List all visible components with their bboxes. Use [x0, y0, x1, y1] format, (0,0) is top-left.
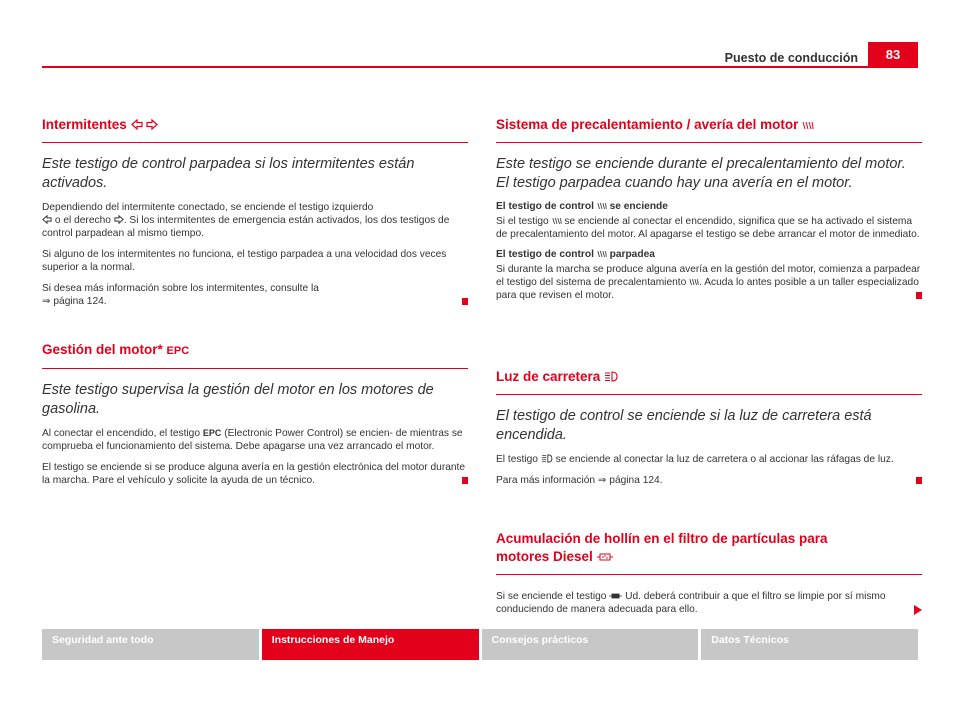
- subheading: El testigo de control parpadea: [496, 249, 655, 260]
- paragraph: [496, 474, 922, 487]
- tab-seguridad[interactable]: Seguridad ante todo: [42, 629, 259, 660]
- glow-plug-icon: [597, 250, 607, 258]
- turn-right-icon: [146, 119, 158, 130]
- paragraph: Si el testigo se enciende al conectar el encendido, significa que se ha activado el sistema de precalentamiento del motor. Al apagarse el testigo se debe arrancar el motor de inmediato.: [496, 216, 920, 240]
- section-intermitentes: [42, 116, 468, 308]
- lead-text: Este testigo supervisa la gestión del motor en los motores de gasolina.: [42, 382, 434, 417]
- section-title: Luz de carretera: [496, 368, 922, 395]
- section-luz-carretera: [496, 368, 922, 487]
- paragraph: Si durante la marcha se produce alguna avería en la gestión del motor, comienza a parpadear el testigo del sistema de precalentamiento . Acuda lo antes posible a un taller especializado para que revisen el motor.: [496, 264, 921, 301]
- particle-filter-icon: [597, 552, 613, 562]
- high-beam-icon: [541, 454, 553, 463]
- section-precalentamiento: [496, 116, 922, 302]
- section-title: Intermitentes: [42, 116, 468, 143]
- section-end-mark: [462, 298, 468, 305]
- section-gestion-motor: [42, 341, 468, 487]
- turn-left-icon: [131, 119, 143, 130]
- particle-filter-icon: [609, 592, 622, 600]
- subheading: El testigo de control se enciende: [496, 201, 668, 212]
- paragraph: Si alguno de los intermitentes no funciona, el testigo parpadea a una velocidad dos veces superior a la normal.: [42, 249, 447, 273]
- high-beam-icon: [604, 371, 618, 382]
- lead-text: El testigo de control se enciende si la luz de carretera está encendida.: [496, 408, 872, 443]
- paragraph: Si se enciende el testigo Ud. deberá contribuir a que el filtro se limpie por sí mismo conduciendo de manera adecuada para ello.: [496, 590, 922, 616]
- header-rule: [42, 66, 918, 68]
- lead-text: Este testigo se enciende durante el precalentamiento del motor. El testigo parpadea cuando hay una avería en el motor.: [496, 156, 906, 191]
- glow-plug-icon: [552, 217, 562, 225]
- turn-left-icon: [42, 215, 52, 224]
- tab-datos[interactable]: Datos Técnicos: [701, 629, 918, 660]
- running-header-title: Puesto de conducción: [724, 51, 858, 65]
- glow-plug-icon: [689, 278, 699, 286]
- paragraph: Dependiendo del intermitente conectado, se enciende el testigo izquierdo o el derecho . Si los intermitentes de emergencia están activados, los dos testigos de control parpadean al mismo tiempo.: [42, 202, 450, 239]
- paragraph: Si desea más información sobre los intermitentes, consulte la ⇒ página 124.: [42, 282, 468, 308]
- epc-icon: EPC: [202, 428, 222, 438]
- lead-text: Este testigo de control parpadea si los intermitentes están activados.: [42, 156, 415, 191]
- page-number: 83: [868, 42, 918, 68]
- tab-consejos[interactable]: Consejos prácticos: [482, 629, 699, 660]
- tab-instrucciones[interactable]: Instrucciones de Manejo: [262, 629, 479, 660]
- section-end-mark: [916, 477, 922, 484]
- paragraph: Al conectar el encendido, el testigo EPC (Electronic Power Control) se encien- de mientras se comprueba el funcionamiento del sistema. Debe apagarse una vez arrancado el motor.: [42, 428, 463, 452]
- section-title: Acumulación de hollín en el filtro de partículas para motores Diesel: [496, 530, 922, 575]
- paragraph: El testigo se enciende si se produce alguna avería en la gestión electrónica del motor durante la marcha. Pare el vehículo y solicite la ayuda de un técnico.: [42, 461, 468, 487]
- section-hollin: [496, 530, 922, 616]
- epc-icon: EPC: [166, 345, 190, 357]
- turn-right-icon: [114, 215, 124, 224]
- footer-tabs: [42, 629, 918, 660]
- continue-arrow-icon: [914, 605, 922, 615]
- glow-plug-icon: [597, 202, 607, 210]
- glow-plug-icon: [802, 121, 814, 130]
- section-title: Sistema de precalentamiento / avería del motor: [496, 116, 922, 143]
- page-link[interactable]: ⇒ página 124.: [42, 296, 107, 307]
- paragraph: El testigo se enciende al conectar la luz de carretera o al accionar las ráfagas de luz.: [496, 454, 894, 465]
- section-end-mark: [462, 477, 468, 484]
- section-title: Gestión del motor* EPC: [42, 341, 468, 369]
- section-end-mark: [916, 292, 922, 299]
- page-link[interactable]: Para más información ⇒ página 124.: [496, 475, 663, 486]
